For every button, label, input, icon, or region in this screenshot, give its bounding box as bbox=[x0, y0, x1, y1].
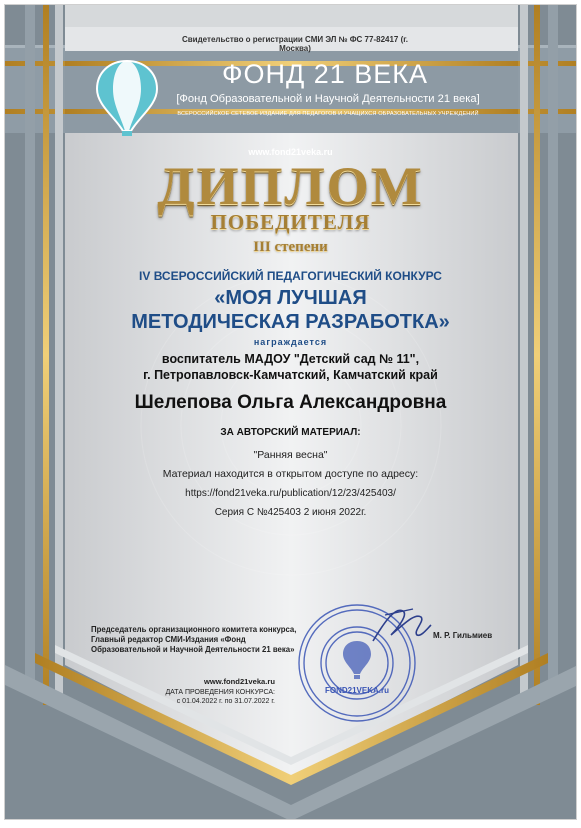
diploma-degree: III степени bbox=[253, 239, 328, 255]
chair-line2: Главный редактор СМИ-Издания «Фонд bbox=[91, 635, 246, 644]
contest-name: IV ВСЕРОССИЙСКИЙ ПЕДАГОГИЧЕСКИЙ КОНКУРС bbox=[139, 269, 442, 283]
site-link-top[interactable]: www.fond21veka.ru bbox=[248, 147, 333, 157]
recipient-position bbox=[5, 351, 576, 383]
diploma-page bbox=[4, 4, 577, 820]
balloon-logo-icon bbox=[95, 59, 159, 137]
registration-text: Свидетельство о регистрации СМИ ЭЛ № ФС 77-82417 (г. Москва) bbox=[181, 35, 408, 53]
diploma-winner: ПОБЕДИТЕЛЯ bbox=[210, 210, 371, 234]
chair-line3: Образовательной и Научной Деятельности 21 века» bbox=[91, 645, 295, 654]
contest-title-line1: «МОЯ ЛУЧШАЯ bbox=[214, 287, 367, 309]
contest-title-line2: МЕТОДИЧЕСКАЯ РАЗРАБОТКА» bbox=[131, 311, 450, 333]
fund-title: ФОНД 21 ВЕКА bbox=[221, 59, 429, 89]
material-label: ЗА АВТОРСКИЙ МАТЕРИАЛ: bbox=[220, 427, 361, 438]
fund-tagline: ВСЕРОССИЙСКОЕ СЕТЕВОЕ ИЗДАНИЕ ДЛЯ ПЕДАГОГОВ И УЧАЩИХСЯ ОБРАЗОВАТЕЛЬНЫХ УЧРЕЖДЕНИЙ bbox=[177, 111, 479, 117]
dates-value: с 01.04.2022 г. по 31.07.2022 г. bbox=[176, 698, 275, 705]
contest-dates bbox=[155, 688, 275, 706]
material-access-text: Материал находится в открытом доступе по адресу: bbox=[162, 468, 419, 480]
recipient-position-line2: г. Петропавловск-Камчатский, Камчатский край bbox=[143, 368, 438, 382]
dates-label: ДАТА ПРОВЕДЕНИЯ КОНКУРСА: bbox=[165, 689, 275, 696]
material-url[interactable]: https://fond21veka.ru/publication/12/23/425403/ bbox=[185, 488, 396, 499]
signature-icon bbox=[365, 601, 435, 651]
signer-name: М. Р. Гильмиев bbox=[433, 631, 493, 640]
chair-caption bbox=[91, 625, 301, 655]
recipient-position-line1: воспитатель МАДОУ "Детский сад № 11", bbox=[161, 352, 420, 366]
contest-title bbox=[5, 286, 576, 334]
chair-line1: Председатель организационного комитета конкурса, bbox=[91, 625, 297, 634]
diploma-title: ДИПЛОМ bbox=[157, 156, 424, 216]
stamp-text: FOND21VEKA.ru bbox=[324, 686, 390, 695]
fund-subtitle: [Фонд Образовательной и Научной Деятельности 21 века] bbox=[176, 93, 480, 105]
awarded-label: награждается bbox=[253, 337, 328, 347]
recipient-name: Шелепова Ольга Александровна bbox=[134, 392, 447, 413]
series-number: Серия С №425403 2 июня 2022г. bbox=[214, 507, 367, 518]
site-link-bottom[interactable]: www.fond21veka.ru bbox=[203, 677, 275, 686]
material-title: "Ранняя весна" bbox=[253, 449, 328, 461]
